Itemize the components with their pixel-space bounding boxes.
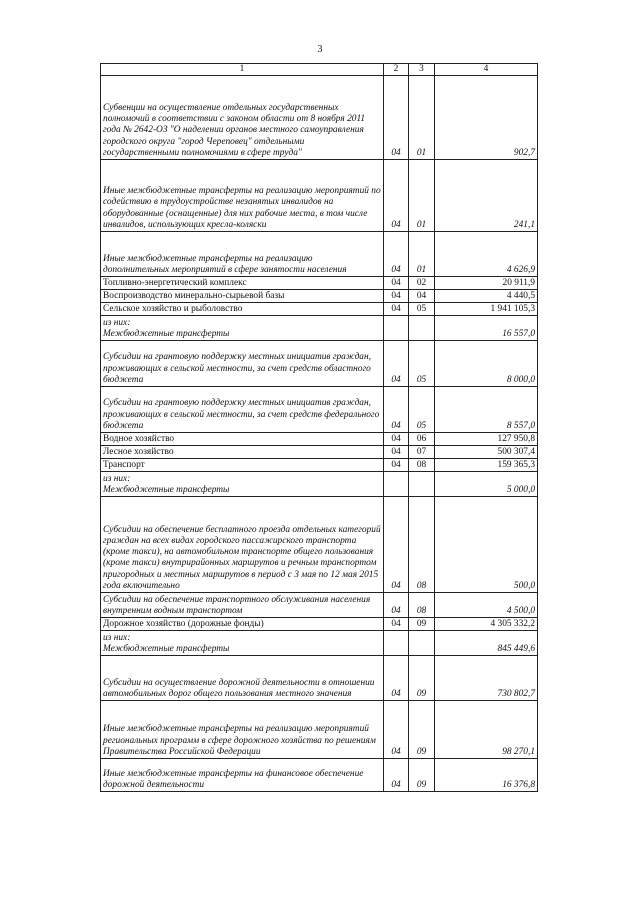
row-amount-cell: 16 376,8 — [435, 759, 538, 792]
row-section-cell: 04 — [384, 232, 409, 277]
row-section-cell: 04 — [384, 433, 409, 446]
row-subsection-cell: 01 — [409, 232, 435, 277]
row-subsection-cell: 09 — [409, 656, 435, 701]
row-section-cell: 04 — [384, 593, 409, 618]
row-section-cell: 04 — [384, 290, 409, 303]
table-row — [101, 232, 538, 277]
row-name-cell: Дорожное хозяйство (дорожные фонды) — [101, 618, 384, 631]
table-body — [101, 76, 538, 792]
row-subsection-cell: 08 — [409, 497, 435, 593]
table-row — [101, 277, 538, 290]
row-amount-cell: 127 950,8 — [435, 433, 538, 446]
row-subsection-cell: 08 — [409, 593, 435, 618]
row-section-cell: 04 — [384, 656, 409, 701]
row-section-cell: 04 — [384, 76, 409, 160]
row-section-cell: 04 — [384, 459, 409, 472]
row-amount-cell: 4 440,5 — [435, 290, 538, 303]
table-row — [101, 387, 538, 433]
table-header-row — [101, 64, 538, 76]
row-amount-cell: 5 000,0 — [435, 472, 538, 497]
header-col-2: 2 — [384, 64, 409, 76]
row-subsection-cell: 01 — [409, 160, 435, 232]
table-row — [101, 701, 538, 759]
row-section-cell: 04 — [384, 446, 409, 459]
table-row — [101, 303, 538, 316]
row-section-cell: 04 — [384, 701, 409, 759]
row-name-cell: Субсидии на осуществление дорожной деятельности в отношении автомобильных дорог общего пользования местного значения — [101, 656, 384, 701]
table-row — [101, 160, 538, 232]
table-row — [101, 433, 538, 446]
row-section-cell: 04 — [384, 303, 409, 316]
row-section-cell: 04 — [384, 160, 409, 232]
table-row — [101, 316, 538, 341]
row-subsection-cell: 04 — [409, 290, 435, 303]
row-section-cell: 04 — [384, 387, 409, 433]
row-name-cell: Топливно-энергетический комплекс — [101, 277, 384, 290]
row-subsection-cell: 06 — [409, 433, 435, 446]
row-section-cell: 04 — [384, 497, 409, 593]
row-subsection-cell — [409, 631, 435, 656]
row-name-cell: Субсидии на обеспечение транспортного обслуживания населения внутренним водным транспортом — [101, 593, 384, 618]
table-row — [101, 290, 538, 303]
row-amount-cell: 500,0 — [435, 497, 538, 593]
row-subsection-cell: 08 — [409, 459, 435, 472]
table-row — [101, 656, 538, 701]
row-name-cell: из них: Межбюджетные трансферты — [101, 631, 384, 656]
row-amount-cell: 4 305 332,2 — [435, 618, 538, 631]
row-subsection-cell: 01 — [409, 76, 435, 160]
header-col-4: 4 — [435, 64, 538, 76]
table-row — [101, 459, 538, 472]
table-row — [101, 759, 538, 792]
table-row — [101, 76, 538, 160]
budget-table — [100, 63, 538, 792]
row-amount-cell: 16 557,0 — [435, 316, 538, 341]
table-row — [101, 446, 538, 459]
row-amount-cell: 730 802,7 — [435, 656, 538, 701]
table-row — [101, 341, 538, 387]
row-name-cell: из них: Межбюджетные трансферты — [101, 316, 384, 341]
row-name-cell: Субсидии на грантовую поддержку местных инициатив граждан, проживающих в сельской местности, за счет средств областного бюджета — [101, 341, 384, 387]
table-row — [101, 593, 538, 618]
row-subsection-cell: 02 — [409, 277, 435, 290]
row-subsection-cell — [409, 316, 435, 341]
row-amount-cell: 4 626,9 — [435, 232, 538, 277]
row-subsection-cell: 05 — [409, 341, 435, 387]
row-amount-cell: 20 911,9 — [435, 277, 538, 290]
row-subsection-cell: 09 — [409, 759, 435, 792]
row-name-cell: Лесное хозяйство — [101, 446, 384, 459]
row-amount-cell: 98 270,1 — [435, 701, 538, 759]
row-name-cell: Иные межбюджетные трансферты на реализацию мероприятий по содействию в трудоустройстве незанятых инвалидов на оборудованные (оснащенные) для них рабочие места, в том числе инвалидов, использующих кресла-коляски — [101, 160, 384, 232]
row-amount-cell: 159 365,3 — [435, 459, 538, 472]
row-subsection-cell: 05 — [409, 387, 435, 433]
row-name-cell: Транспорт — [101, 459, 384, 472]
row-name-cell: Сельское хозяйство и рыболовство — [101, 303, 384, 316]
table-row — [101, 497, 538, 593]
row-subsection-cell: 07 — [409, 446, 435, 459]
table-row — [101, 472, 538, 497]
row-name-cell: Субвенции на осуществление отдельных государственных полномочий в соответствии с законом области от 8 ноября 2011 года № 2642-ОЗ "О наделении органов местного самоуправления городского округа "город Череповец" отдельными государственными полномочиями в сфере труда" — [101, 76, 384, 160]
row-section-cell — [384, 316, 409, 341]
header-col-3: 3 — [409, 64, 435, 76]
table-row — [101, 618, 538, 631]
row-subsection-cell: 09 — [409, 701, 435, 759]
row-subsection-cell — [409, 472, 435, 497]
row-section-cell: 04 — [384, 341, 409, 387]
row-amount-cell: 8 557,0 — [435, 387, 538, 433]
header-col-1: 1 — [101, 64, 384, 76]
row-name-cell: из них: Межбюджетные трансферты — [101, 472, 384, 497]
row-name-cell: Иные межбюджетные трансферты на реализацию дополнительных мероприятий в сфере занятости населения — [101, 232, 384, 277]
row-subsection-cell: 05 — [409, 303, 435, 316]
row-section-cell: 04 — [384, 277, 409, 290]
row-name-cell: Субсидии на обеспечение бесплатного проезда отдельных категорий граждан на всех видах городского пассажирского транспорта (кроме такси), на автомобильном транспорте общего пользования (кроме такси) внутрирайонных маршрутов и речным транспортом пригородных и местных маршрутов в период с 3 мая по 12 мая 2015 года включительно — [101, 497, 384, 593]
row-name-cell: Субсидии на грантовую поддержку местных инициатив граждан, проживающих в сельской местности, за счет средств федерального бюджета — [101, 387, 384, 433]
page-number: 3 — [317, 44, 323, 55]
row-name-cell: Водное хозяйство — [101, 433, 384, 446]
row-name-cell: Иные межбюджетные трансферты на реализацию мероприятий региональных программ в сфере дорожного хозяйства по решениям Правительства Российской Федерации — [101, 701, 384, 759]
row-section-cell: 04 — [384, 759, 409, 792]
row-name-cell: Иные межбюджетные трансферты на финансовое обеспечение дорожной деятельности — [101, 759, 384, 792]
row-amount-cell: 500 307,4 — [435, 446, 538, 459]
row-section-cell — [384, 631, 409, 656]
row-amount-cell: 902,7 — [435, 76, 538, 160]
row-amount-cell: 8 000,0 — [435, 341, 538, 387]
row-section-cell — [384, 472, 409, 497]
row-amount-cell: 4 500,0 — [435, 593, 538, 618]
row-section-cell: 04 — [384, 618, 409, 631]
row-amount-cell: 845 449,6 — [435, 631, 538, 656]
row-amount-cell: 1 941 105,3 — [435, 303, 538, 316]
row-amount-cell: 241,1 — [435, 160, 538, 232]
row-name-cell: Воспроизводство минерально-сырьевой базы — [101, 290, 384, 303]
table-row — [101, 631, 538, 656]
row-subsection-cell: 09 — [409, 618, 435, 631]
